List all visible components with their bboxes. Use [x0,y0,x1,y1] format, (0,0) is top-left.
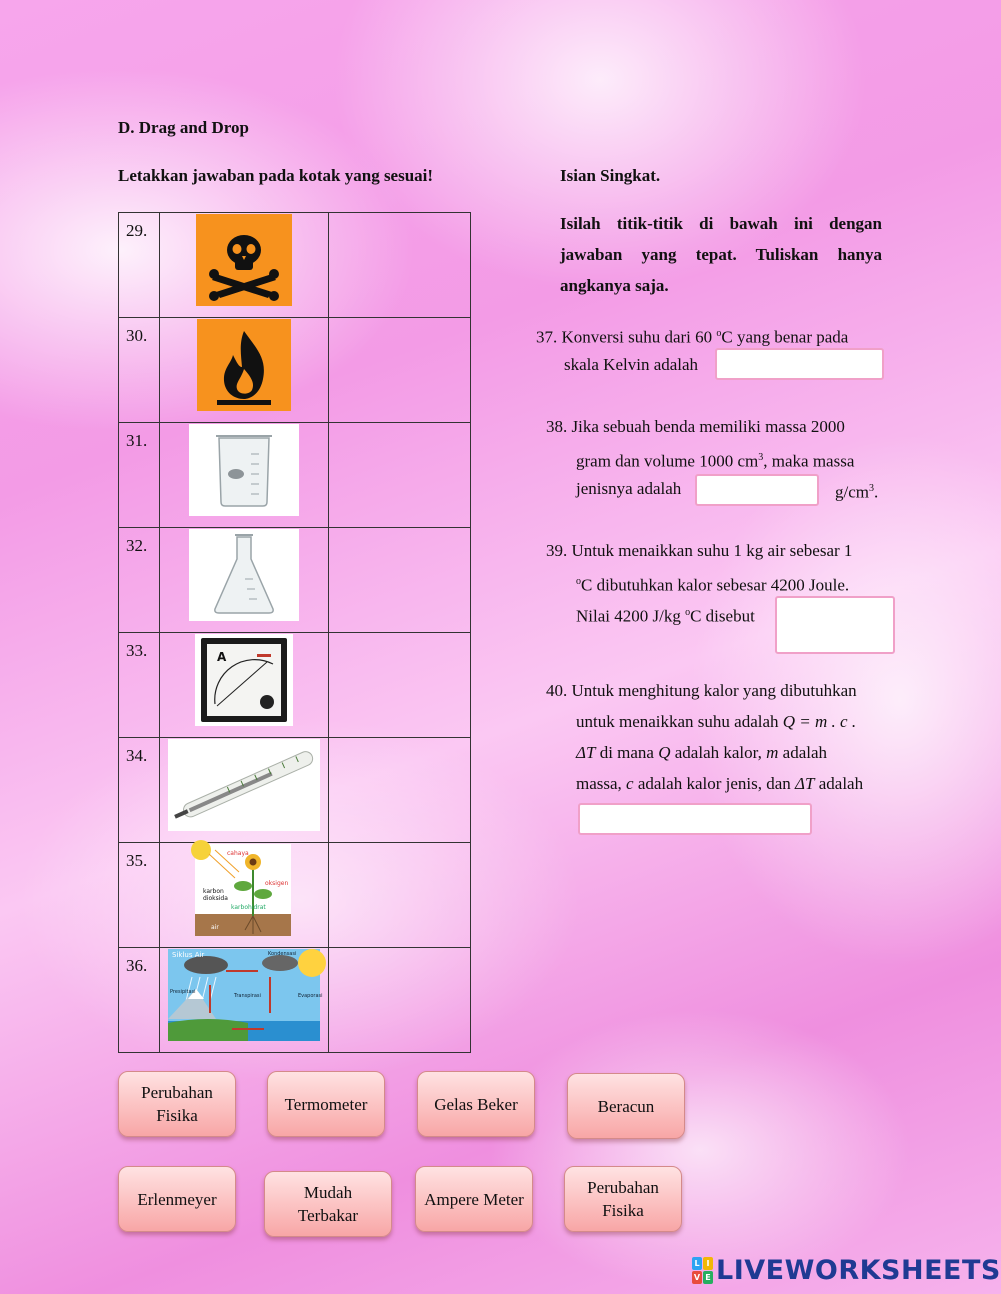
q37-degree: o [716,328,722,339]
q39-degree: o [576,576,581,587]
row-image-cell [160,213,329,318]
q39-line2-text: C dibutuhkan kalor sebesar 4200 Joule. [581,575,850,595]
answer-input-38[interactable] [695,474,819,506]
q40-text: massa, [576,774,627,793]
drop-slot-29[interactable] [329,213,471,318]
drag-tile[interactable]: Gelas Beker [417,1071,535,1137]
water-cycle-image [168,949,323,1041]
row-image-cell [160,843,329,948]
q39-line3-a: Nilai 4200 J/kg [576,606,686,626]
label-sugar: karbohidrat [231,904,266,911]
label-co2: karbon dioksida [203,888,228,902]
question-40 [546,675,882,706]
row-number: 33. [119,633,160,738]
toxic-hazard-icon [196,214,292,306]
row-number: 31. [119,423,160,528]
drop-slot-32[interactable] [329,528,471,633]
q37-number: 37. [536,327,558,347]
question-39 [546,535,882,566]
q40-number: 40. [546,681,568,700]
row-number: 32. [119,528,160,633]
q40-var-c: c [626,774,634,793]
q40-text: adalah kalor jenis, dan [633,774,796,793]
short-answer-title: Isian Singkat. [560,166,661,185]
row-image-cell [160,318,329,423]
q38-line2 [576,442,882,477]
q40-delta-t: ΔT [795,774,815,793]
q38-text-a: gram dan volume 1000 cm [576,451,759,471]
q39-number: 39. [546,541,568,560]
table-row [119,318,471,423]
row-number: 36. [119,948,160,1053]
q40-formula: Q = m . c . [782,712,857,731]
logo-letter: E [703,1271,713,1284]
drag-tile[interactable]: Ampere Meter [415,1166,533,1232]
row-number: 35. [119,843,160,948]
section-title: D. Drag and Drop [118,118,249,137]
drop-slot-30[interactable] [329,318,471,423]
q37-text-a: Konversi suhu dari 60 [561,327,717,347]
q38-number: 38. [546,417,568,436]
q40-line4 [576,768,882,799]
q39-line1: Untuk menaikkan suhu 1 kg air sebesar 1 [571,541,853,560]
logo-letter: L [692,1257,702,1270]
q37-line2: skala Kelvin adalah [564,355,699,374]
drop-slot-35[interactable] [329,843,471,948]
answer-input-39[interactable] [775,596,895,654]
q40-text: adalah kalor, [670,743,767,762]
q40-text: adalah [778,743,828,762]
row-image-cell [160,528,329,633]
row-number: 30. [119,318,160,423]
ammeter-image [195,634,293,726]
drag-tile[interactable]: Termometer [267,1071,385,1137]
answer-input-37[interactable] [715,348,884,380]
q40-delta-t: ΔT [576,743,596,762]
drag-drop-table [118,212,471,1053]
logo-letter: I [703,1257,713,1270]
q38-text-b: , maka massa [763,451,855,471]
question-38 [546,411,882,442]
q40-text: adalah [814,774,864,793]
drop-slot-33[interactable] [329,633,471,738]
q40-line2-a: untuk menaikkan suhu adalah [576,712,783,731]
drag-tile[interactable]: Mudah Terbakar [264,1171,392,1237]
erlenmeyer-flask-image [189,529,299,621]
q37-text-b: C yang benar pada [721,327,849,347]
q39-line3-b: C disebut [690,606,755,626]
answer-input-40[interactable] [578,803,812,835]
row-image-cell [160,738,329,843]
q40-text: di mana [595,743,659,762]
row-number: 34. [119,738,160,843]
table-row [119,948,471,1053]
logo-mark-icon [692,1257,712,1283]
label-condense: Kondensasi [268,951,297,957]
photosynthesis-image [195,844,291,936]
table-row [119,423,471,528]
short-answer-instruction: Isilah titik-titik di bawah ini dengan jawaban yang tepat. Tuliskan hanya angkanya saja. [560,214,882,295]
drag-instruction: Letakkan jawaban pada kotak yang sesuai! [118,166,434,185]
beaker-image [189,424,299,516]
drop-slot-34[interactable] [329,738,471,843]
drag-tile[interactable]: Perubahan Fisika [118,1071,236,1137]
drop-slot-31[interactable] [329,423,471,528]
table-row [119,633,471,738]
label-cycle-title: Siklus Air [172,951,205,959]
label-evap: Evaporasi [298,993,323,999]
label-light: cahaya [227,850,249,857]
row-image-cell [160,633,329,738]
q38-unit [835,473,878,508]
q38-unit-cube: 3 [869,483,874,494]
q38-unit-end: . [874,482,879,502]
thermometer-image [168,739,320,831]
row-number: 29. [119,213,160,318]
label-water: air [211,924,219,931]
flammable-hazard-icon [197,319,291,411]
drop-slot-36[interactable] [329,948,471,1053]
q38-cube: 3 [758,452,764,463]
row-image-cell [160,423,329,528]
drag-tile[interactable]: Beracun [567,1073,685,1139]
q38-line1: Jika sebuah benda memiliki massa 2000 [571,417,845,436]
q40-var-m: m [766,743,779,762]
q38-unit-text: g/cm [835,482,869,502]
drag-tile[interactable]: Erlenmeyer [118,1166,236,1232]
row-image-cell [160,948,329,1053]
table-row [119,213,471,318]
drag-tile[interactable]: Perubahan Fisika [564,1166,682,1232]
q40-line3 [576,737,882,768]
label-precip: Presipitasi [170,989,196,995]
label-transp: Transpirasi [234,993,261,999]
q38-line3: jenisnya adalah [576,479,682,498]
q39-degree-2: o [685,607,691,618]
q40-var-q: Q [658,743,671,762]
liveworksheets-logo [692,1254,1001,1286]
label-o2: oksigen [265,880,289,887]
table-row [119,528,471,633]
q39-line3 [576,597,755,632]
logo-letter: V [693,1273,701,1282]
table-row [119,843,471,948]
q40-line1: Untuk menghitung kalor yang dibutuhkan [571,681,857,700]
table-row [119,738,471,843]
q40-line2 [576,706,882,737]
ammeter-letter: A [217,650,227,664]
logo-text: LIVEWORKSHEETS [716,1254,1001,1286]
